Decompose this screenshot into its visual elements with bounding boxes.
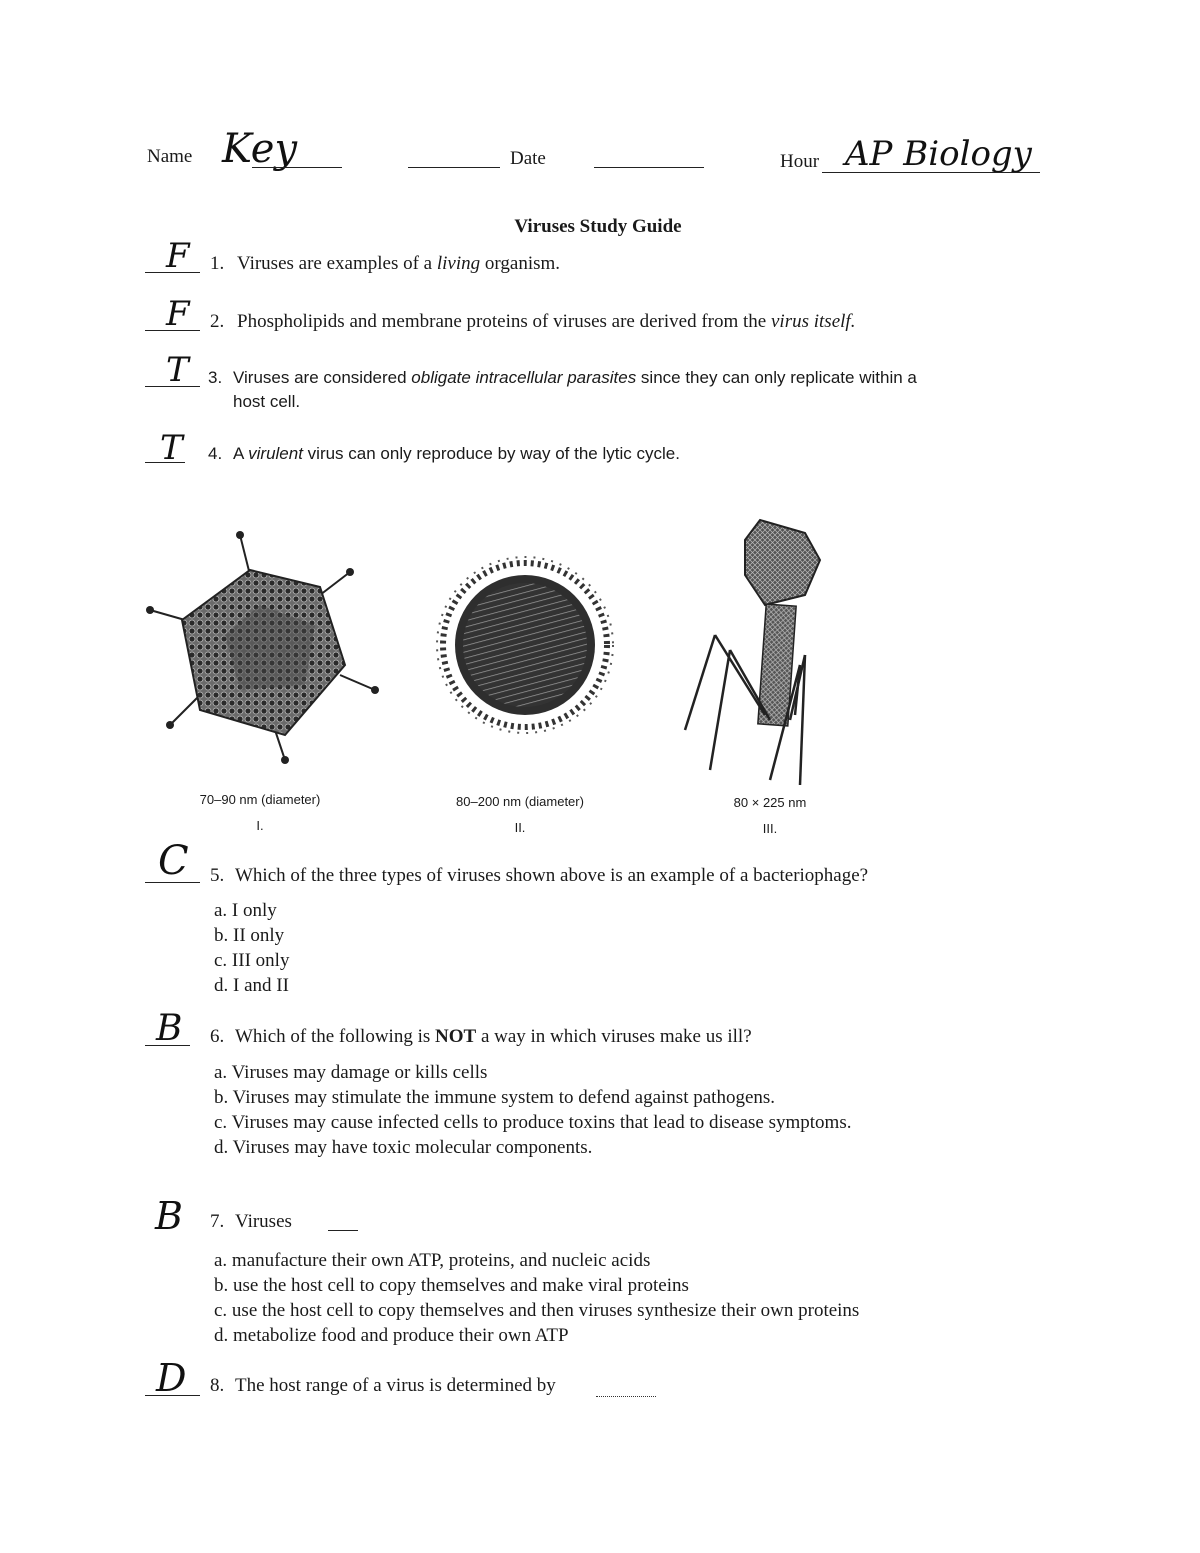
question-number: 4. (208, 444, 223, 463)
answer-line (145, 386, 200, 387)
hour-line (822, 172, 1040, 173)
virus-iii-size: 80 × 225 nm (733, 795, 807, 810)
answer-line (145, 272, 200, 273)
virus-i-illustration (146, 531, 379, 764)
question-text: Phospholipids and membrane proteins of viruses are derived from the virus itself. (237, 311, 856, 332)
answer-line (145, 882, 200, 883)
blank-line (596, 1396, 656, 1397)
question-number: 1. (210, 253, 225, 274)
name-value: Key (222, 126, 298, 172)
option-d: d. I and II (214, 975, 289, 996)
answer-mark: T (160, 428, 183, 468)
question-number: 7. (210, 1211, 225, 1232)
page-title: Viruses Study Guide (514, 216, 682, 237)
name-line (252, 167, 342, 168)
answer-mark: C (158, 838, 189, 884)
option-b: b. Viruses may stimulate the immune system to defend against pathogens. (214, 1087, 776, 1108)
question-text: A virulent virus can only reproduce by way of the lytic cycle. (233, 444, 680, 463)
option-b: b. use the host cell to copy themselves and make viral proteins (214, 1275, 689, 1296)
question-text: Viruses are considered obligate intracellular parasites since they can only replicate within a (233, 368, 917, 387)
question-text: Viruses are examples of a living organism. (237, 253, 561, 274)
option-a: a. Viruses may damage or kills cells (214, 1062, 488, 1083)
virus-ii-illustration (437, 557, 613, 733)
option-c: c. Viruses may cause infected cells to produce toxins that lead to disease symptoms. (214, 1112, 852, 1133)
question-number: 5. (210, 865, 225, 886)
question-text: Which of the three types of viruses shown above is an example of a bacteriophage? (235, 865, 869, 886)
answer-mark: B (156, 1008, 183, 1049)
date-pre-line (408, 167, 500, 168)
option-b: b. II only (214, 925, 285, 946)
answer-line (145, 330, 200, 331)
hour-value: AP Biology (845, 134, 1032, 174)
answer-mark: B (155, 1194, 183, 1238)
virus-figure (140, 515, 840, 795)
answer-mark: F (166, 236, 190, 276)
question-text-line2: host cell. (233, 392, 301, 411)
option-c: c. III only (214, 950, 290, 971)
question-number: 8. (210, 1375, 225, 1396)
question-number: 6. (210, 1026, 225, 1047)
virus-i-size: 70–90 nm (diameter) (199, 792, 321, 807)
option-d: d. metabolize food and produce their own ATP (214, 1325, 569, 1346)
date-line (594, 167, 704, 168)
question-number: 3. (208, 368, 223, 387)
virus-iii-numeral: III. (762, 821, 778, 836)
virus-iii-illustration (685, 520, 820, 785)
date-label: Date (510, 148, 546, 169)
answer-mark: F (166, 294, 190, 334)
option-a: a. manufacture their own ATP, proteins, and nucleic acids (214, 1250, 651, 1271)
question-text: Viruses (235, 1211, 292, 1232)
answer-mark: T (166, 350, 189, 390)
question-text: Which of the following is NOT a way in which viruses make us ill? (235, 1026, 752, 1047)
answer-line (145, 1045, 190, 1046)
virus-ii-size: 80–200 nm (diameter) (456, 794, 584, 809)
answer-line (145, 1395, 200, 1396)
option-a: a. I only (214, 900, 277, 921)
hour-label: Hour (780, 151, 820, 172)
blank-line (328, 1230, 358, 1231)
option-d: d. Viruses may have toxic molecular components. (214, 1137, 593, 1158)
answer-line (145, 462, 185, 463)
question-number: 2. (210, 311, 225, 332)
virus-i-numeral: I. (256, 818, 264, 833)
virus-ii-numeral: II. (514, 820, 526, 835)
question-text: The host range of a virus is determined by (235, 1375, 556, 1396)
option-c: c. use the host cell to copy themselves and then viruses synthesize their own proteins (214, 1300, 860, 1321)
answer-mark: D (156, 1356, 187, 1400)
name-label: Name (147, 146, 193, 167)
